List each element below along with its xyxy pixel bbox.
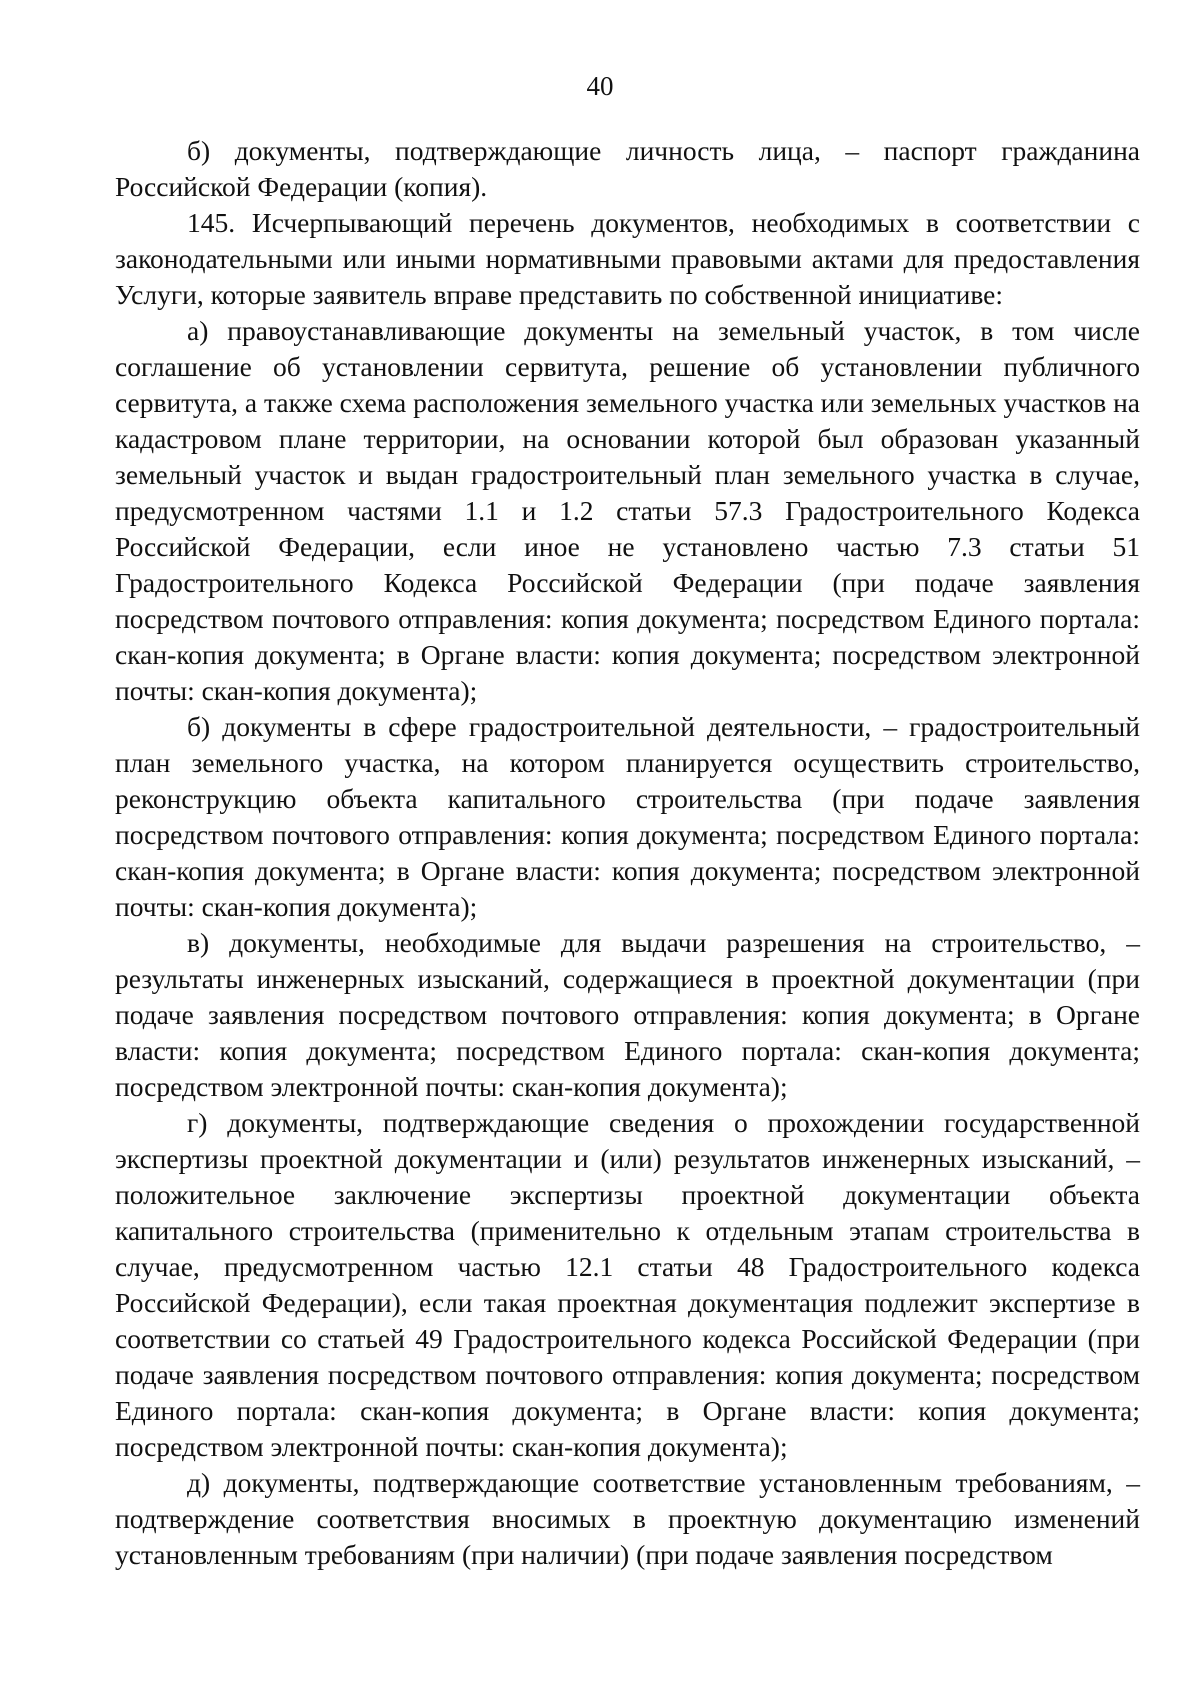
paragraph-145-exhaustive-list: 145. Исчерпывающий перечень документов, необходимых в соответствии с законодательными или иными нормативными правовыми актами для предоставления Услуги, которые заявитель вправе представить по собственной инициативе: bbox=[115, 207, 1140, 310]
paragraph-d-compliance-documents: д) документы, подтверждающие соответствие установленным требованиям, – подтверждение соответствия вносимых в проектную документацию изменений установленным требованиям (при наличии) (при подаче заявления посредством bbox=[115, 1467, 1140, 1570]
paragraph-v-construction-permit-documents: в) документы, необходимые для выдачи разрешения на строительство, – результаты инженерных изысканий, содержащиеся в проектной документации (при подаче заявления посредством почтового отправления: копия документа; в Органе власти: копия документа; посредством Единого портала: скан-копия документа; посредством электронной почты: скан-копия документа); bbox=[115, 927, 1140, 1102]
paragraph-g-state-expertise-documents: г) документы, подтверждающие сведения о прохождении государственной экспертизы проектной документации и (или) результатов инженерных изысканий, – положительное заключение экспертизы проектной документации объекта капитального строительства (применительно к отдельным этапам строительства в случае, предусмотренном частью 12.1 статьи 48 Градостроительного кодекса Российской Федерации), если такая проектная документация подлежит экспертизе в соответствии со статьей 49 Градостроительного кодекса Российской Федерации (при подаче заявления посредством почтового отправления: копия документа; посредством Единого портала: скан-копия документа; в Органе власти: копия документа; посредством электронной почты: скан-копия документа); bbox=[115, 1107, 1140, 1462]
paragraph-b-identity-documents: б) документы, подтверждающие личность лица, – паспорт гражданина Российской Федерации (копия). bbox=[115, 135, 1140, 202]
paragraph-a-title-documents: а) правоустанавливающие документы на земельный участок, в том числе соглашение об установлении сервитута, решение об установлении публичного сервитута, а также схема расположения земельного участка или земельных участков на кадастровом плане территории, на основании которой был образован указанный земельный участок и выдан градостроительный план земельного участка в случае, предусмотренном частями 1.1 и 1.2 статьи 57.3 Градостроительного Кодекса Российской Федерации, если иное не установлено частью 7.3 статьи 51 Градостроительного Кодекса Российской Федерации (при подаче заявления посредством почтового отправления: копия документа; посредством Единого портала: скан-копия документа; в Органе власти: копия документа; посредством электронной почты: скан-копия документа); bbox=[115, 315, 1140, 706]
paragraph-b-urban-planning-documents: б) документы в сфере градостроительной деятельности, – градостроительный план земельного участка, на котором планируется осуществить строительство, реконструкцию объекта капитального строительства (при подаче заявления посредством почтового отправления: копия документа; посредством Единого портала: скан-копия документа; в Органе власти: копия документа; посредством электронной почты: скан-копия документа); bbox=[115, 711, 1140, 922]
page-number: 40 bbox=[586, 71, 614, 101]
document-body bbox=[115, 133, 1140, 1573]
